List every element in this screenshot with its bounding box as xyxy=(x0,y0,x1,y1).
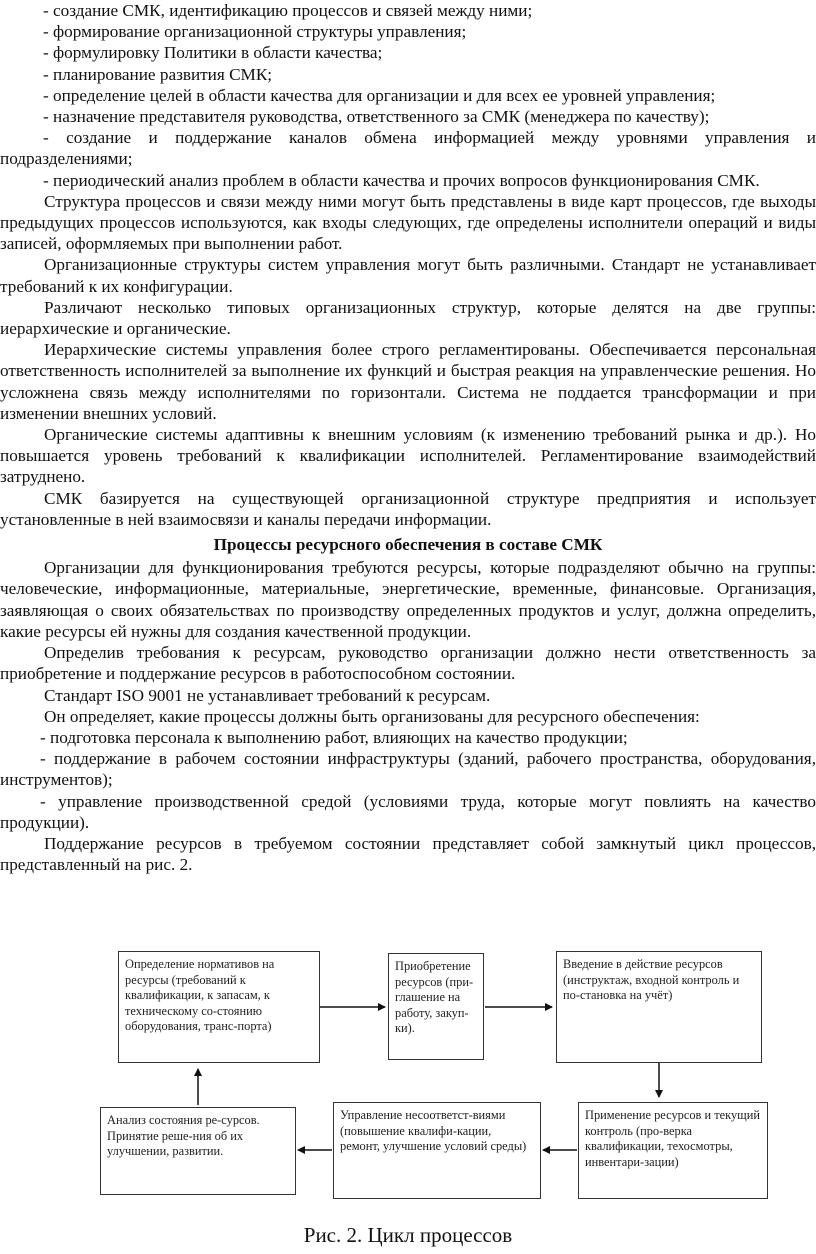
paragraph-processes-defined: Он определяет, какие процессы должны быть организованы для ресурсного обеспечения: xyxy=(44,706,700,726)
box-resource-norms: Определение нормативов на ресурсы (требований к квалификации, к запасам, к техническому со-стоянию оборудования, транс-порта) xyxy=(118,951,320,1063)
box-resource-application: Применение ресурсов и текущий контроль (про-верка квалификации, техосмотры, инвентари-зации) xyxy=(578,1102,768,1199)
intro-item-3: - формулировку Политики в области качества; xyxy=(43,43,383,63)
box-resource-acquisition: Приобретение ресурсов (при-глашение на работу, закуп-ки). xyxy=(388,953,484,1060)
paragraph-resources-groups: Организации для функционирования требуются ресурсы, которые подразделяют обычно на группы: человеческие, информационные, материальные, энергетические, временные, финансовые. Организация, заявляющая о своих обязательствах по производству определенных продуктов и услуг, должна определить, какие ресурсы ей нужны для создания качественной продукции. xyxy=(0,558,816,641)
box-resource-analysis: Анализ состояния ре-сурсов. Принятие реше-ния об их улучшении, развитии. xyxy=(100,1107,296,1195)
figure-caption: Рис. 2. Цикл процессов xyxy=(303,1223,513,1247)
paragraph-hierarchical: Иерархические системы управления более строго регламентированы. Обеспечивается персональная ответственность исполнителей за выполнение их функций и быстрая реакция на управленческие решения. Но усложнена связь между исполнителями по горизонтали. Система не поддается трансформации и при изменении внешних условий. xyxy=(0,340,816,423)
paragraph-process-maps: Структура процессов и связи между ними могут быть представлены в виде карт процессов, где выходы предыдущих процессов используются, как входы следующих, где определены исполнители операций и виды записей, оформляемых при выполнении работ. xyxy=(0,191,816,254)
intro-item-7: - создание и поддержание каналов обмена информацией между уровнями управления и подразделениями; xyxy=(0,128,816,169)
intro-item-4: - планирование развития СМК; xyxy=(43,64,273,84)
section-heading: Процессы ресурсного обеспечения в составе СМК xyxy=(213,535,603,555)
paragraph-iso9001: Стандарт ISO 9001 не устанавливает требований к ресурсам. xyxy=(44,685,491,705)
paragraph-organic: Органические системы адаптивны к внешним условиям (к изменению требований рынка и др.). Но повышается уровень требований к квалификации исполнителей. Регламентирование взаимодействий затруднено. xyxy=(0,425,816,487)
resource-item-3: - управление производственной средой (условиями труда, которые могут повлиять на качество продукции). xyxy=(0,791,816,832)
intro-item-5: - определение целей в области качества для организации и для всех ее уровней управления; xyxy=(43,85,716,105)
paragraph-structure-types: Различают несколько типовых организационных структур, которые делятся на две группы: иерархические и органические. xyxy=(0,297,816,339)
intro-item-2: - формирование организационной структуры управления; xyxy=(43,22,467,42)
paragraph-org-structures: Организационные структуры систем управления могут быть различными. Стандарт не устанавливает требований к их конфигурации. xyxy=(0,255,816,296)
paragraph-closed-cycle: Поддержание ресурсов в требуемом состоянии представляет собой замкнутый цикл процессов, представленный на рис. 2. xyxy=(0,833,816,875)
box-resource-commissioning: Введение в действие ресурсов (инструктаж, входной контроль и по-становка на учёт) xyxy=(556,951,762,1063)
resource-item-1: - подготовка персонала к выполнению работ, влияющих на качество продукции; xyxy=(40,727,628,747)
process-cycle-diagram xyxy=(0,945,816,1254)
paragraph-resources-responsibility: Определив требования к ресурсам, руководство организации должно нести ответственность за приобретение и поддержание ресурсов в работоспособном состоянии. xyxy=(0,643,816,684)
paragraph-qms-base: СМК базируется на существующей организационной структуре предприятия и использует установленные в ней взаимосвязи и каналы передачи информации. xyxy=(0,488,816,529)
intro-item-1: - создание СМК, идентификацию процессов и связей между ними; xyxy=(43,1,533,20)
resource-item-2: - поддержание в рабочем состоянии инфраструктуры (зданий, рабочего пространства, оборудования, инструментов); xyxy=(0,749,816,790)
intro-item-8: - периодический анализ проблем в области качества и прочих вопросов функционирования СМК. xyxy=(43,170,760,190)
box-nonconformity-management: Управление несоответст-виями (повышение квалифи-кации, ремонт, улучшение условий среды) xyxy=(333,1102,541,1199)
intro-item-6: - назначение представителя руководства, ответственного за СМК (менеджера по качеству); xyxy=(43,107,710,127)
